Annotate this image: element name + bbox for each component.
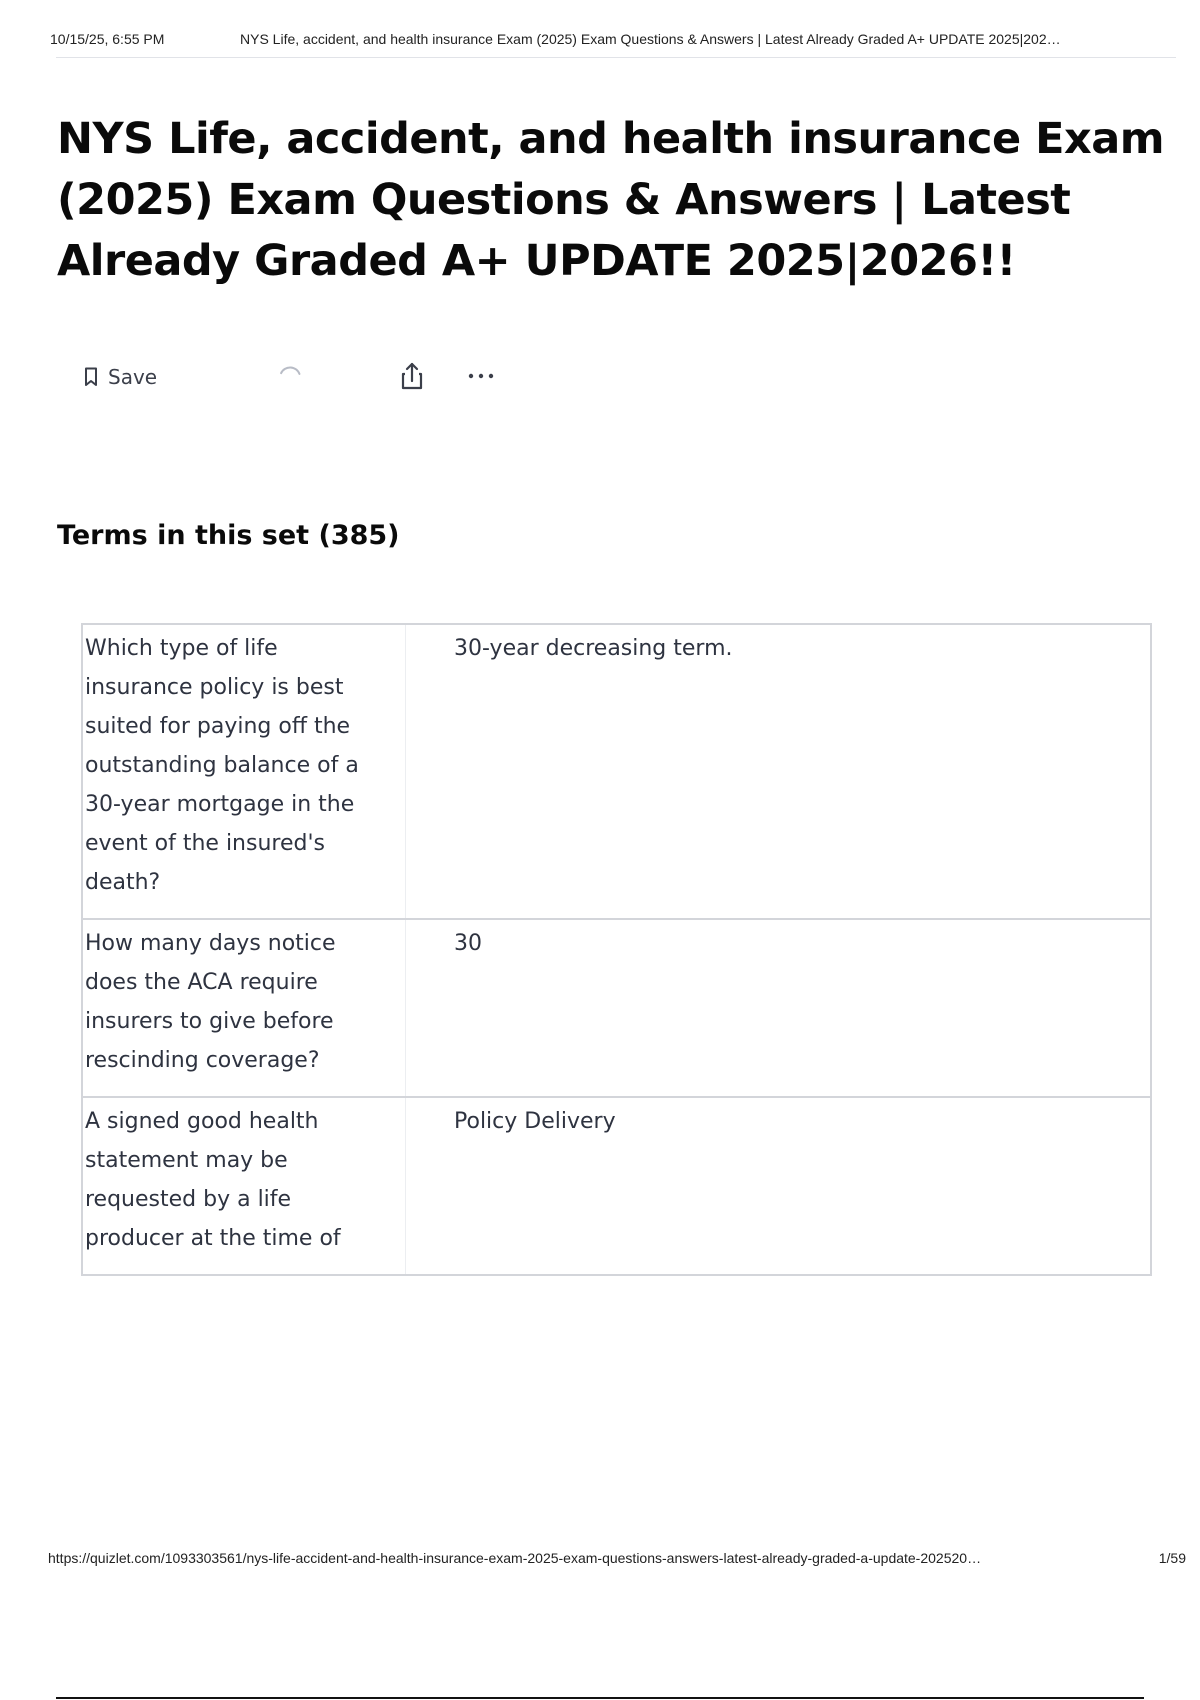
definition-cell xyxy=(406,1097,1152,1275)
term-cell xyxy=(82,919,406,1097)
bottom-divider xyxy=(56,1697,1144,1699)
page-indicator: 1/59 xyxy=(1158,1550,1186,1566)
share-icon xyxy=(397,361,427,391)
term-row xyxy=(82,1097,1151,1275)
terms-heading: Terms in this set (385) xyxy=(57,520,400,551)
set-toolbar xyxy=(84,359,524,395)
term-cell xyxy=(82,624,406,919)
definition-cell xyxy=(406,919,1152,1097)
bookmark-icon xyxy=(84,367,98,387)
term-text: A signed good health statement may be requested by a life producer at the time of xyxy=(85,1109,341,1251)
header-divider xyxy=(56,57,1176,58)
definition-text: 30 xyxy=(454,931,482,956)
save-label: Save xyxy=(108,365,158,389)
share-button[interactable] xyxy=(396,361,428,393)
term-row xyxy=(82,919,1151,1097)
save-button[interactable] xyxy=(84,359,157,395)
definition-cell xyxy=(406,624,1152,919)
more-options-button[interactable] xyxy=(464,361,498,393)
term-text: How many days notice does the ACA require insurers to give before rescinding coverage? xyxy=(85,931,336,1073)
more-horizontal-icon xyxy=(464,361,498,391)
print-timestamp: 10/15/25, 6:55 PM xyxy=(50,31,165,47)
definition-text: 30-year decreasing term. xyxy=(454,636,733,661)
term-row xyxy=(82,624,1151,919)
term-cell xyxy=(82,1097,406,1275)
print-footer xyxy=(48,1550,1186,1568)
page-title: NYS Life, accident, and health insurance Exam (2025) Exam Questions & Answers | Latest Already Graded A+ UPDATE 2025|2026!! xyxy=(57,114,1165,286)
definition-text: Policy Delivery xyxy=(454,1109,616,1134)
print-header xyxy=(50,31,1186,49)
term-text: Which type of life insurance policy is best suited for paying off the outstanding balance of a 30-year mortgage in the event of the insured's death? xyxy=(85,636,359,895)
spinner-icon xyxy=(279,365,303,389)
terms-table xyxy=(81,623,1152,1276)
page-url: https://quizlet.com/1093303561/nys-life-accident-and-health-insurance-exam-2025-exam-questions-answers-latest-already-graded-a-update-202520… xyxy=(48,1550,982,1566)
print-document-title: NYS Life, accident, and health insurance Exam (2025) Exam Questions & Answers | Latest Already Graded A+ UPDATE 2025|202… xyxy=(240,31,1061,47)
